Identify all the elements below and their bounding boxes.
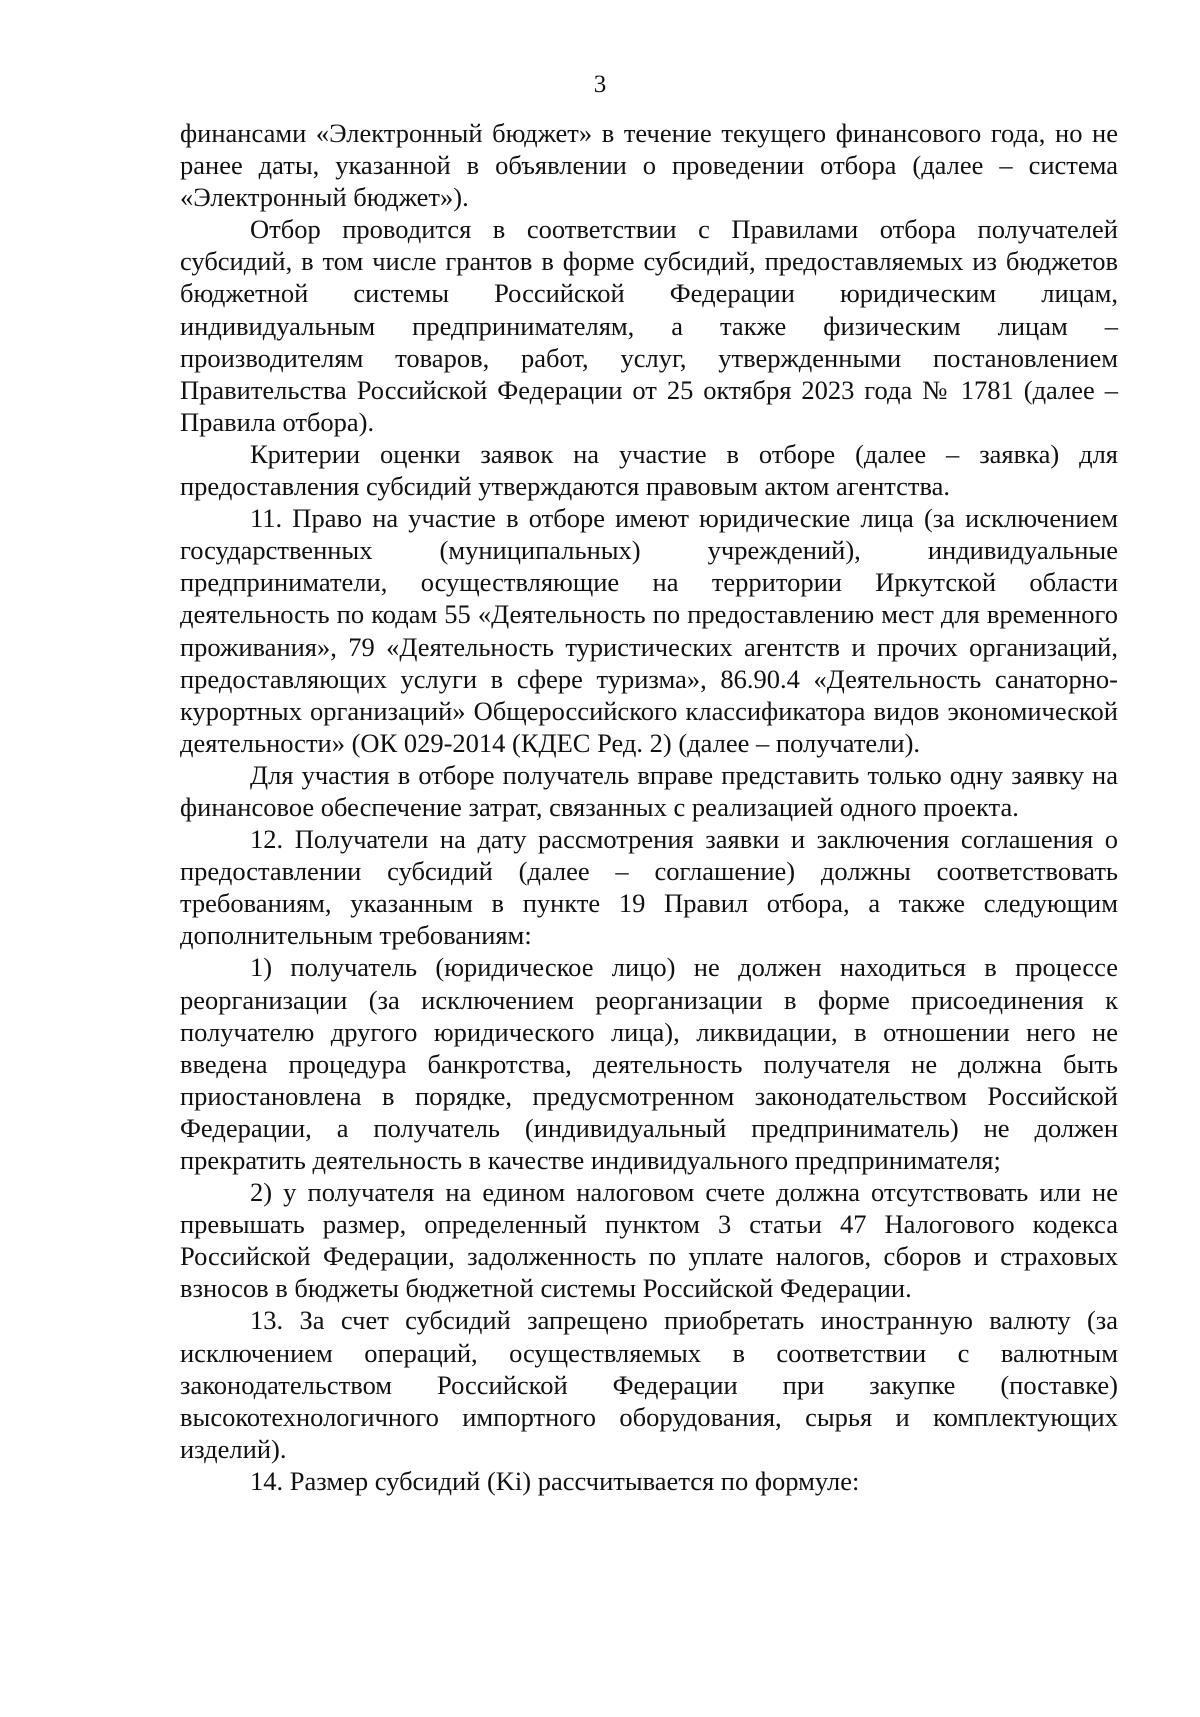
paragraph-evaluation-criteria: Критерии оценки заявок на участие в отборе (далее – заявка) для предоставления субсидий утверждаются правовым актом агентства. [180, 438, 1118, 502]
paragraph-one-application: Для участия в отборе получатель вправе представить только одну заявку на финансовое обеспечение затрат, связанных с реализацией одного проекта. [180, 759, 1118, 822]
document-body [180, 117, 1118, 1497]
paragraph-item-12: 12. Получатели на дату рассмотрения заявки и заключения соглашения о предоставлении субсидий (далее – соглашение) должны соответствовать требованиям, указанным в пункте 19 Правил отбора, а также следующим дополнительным требованиям: [180, 824, 1118, 951]
paragraph-item-14: 14. Размер субсидий (Ki) рассчитывается по формуле: [250, 1465, 860, 1496]
paragraph-item-13: 13. За счет субсидий запрещено приобретать иностранную валюту (за исключением операций, осуществляемых в соответствии с валютным законодательством Российской Федерации при закупке (поставке) высокотехнологичного импортного оборудования, сырья и комплектующих изделий). [180, 1305, 1118, 1464]
page-number: 3 [593, 71, 607, 98]
paragraph-item-11: 11. Право на участие в отборе имеют юридические лица (за исключением государственных (муниципальных) учреждений), индивидуальные предприниматели, осуществляющие на территории Иркутской области деятельность по кодам 55 «Деятельность по предоставлению мест для временного проживания», 79 «Деятельность туристических агентств и прочих организаций, предоставляющих услуги в сфере туризма», 86.90.4 «Деятельность санаторно-курортных организаций» Общероссийского классификатора видов экономической деятельности» (ОК 029-2014 (КДЕС Ред. 2) (далее – получатели). [180, 503, 1118, 758]
paragraph-selection-rules: Отбор проводится в соответствии с Правилами отбора получателей субсидий, в том числе грантов в форме субсидий, предоставляемых из бюджетов бюджетной системы Российской Федерации юридическим лицам, индивидуальным предпринимателям, а также физическим лицам – производителям товаров, работ, услуг, утвержденными постановлением Правительства Российской Федерации от 25 октября 2023 года № 1781 (далее – Правила отбора). [180, 214, 1118, 437]
paragraph-requirement-1: 1) получатель (юридическое лицо) не должен находиться в процессе реорганизации (за исключением реорганизации в форме присоединения к получателю другого юридического лица), ликвидации, в отношении него не введена процедура банкротства, деятельность получателя не должна быть приостановлена в порядке, предусмотренном законодательством Российской Федерации, а получатель (индивидуальный предприниматель) не должен прекратить деятельность в качестве индивидуального предпринимателя; [180, 952, 1118, 1175]
paragraph-continuation: финансами «Электронный бюджет» в течение текущего финансового года, но не ранее даты, указанной в объявлении о проведении отбора (далее – система «Электронный бюджет»). [180, 118, 1118, 213]
paragraph-requirement-2: 2) у получателя на едином налоговом счете должна отсутствовать или не превышать размер, определенный пунктом 3 статьи 47 Налогового кодекса Российской Федерации, задолженность по уплате налогов, сборов и страховых взносов в бюджеты бюджетной системы Российской Федерации. [180, 1177, 1118, 1304]
